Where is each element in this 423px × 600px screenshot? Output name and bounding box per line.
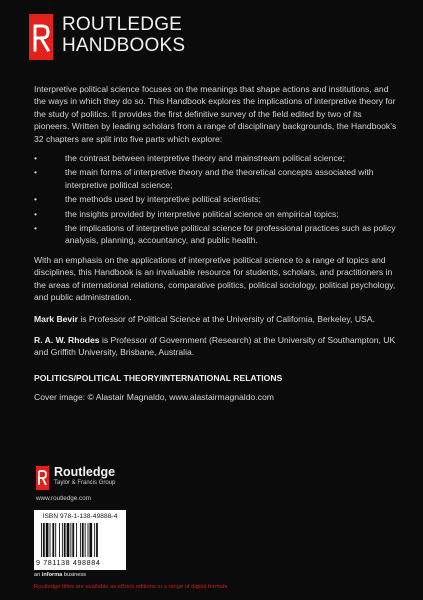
isbn-label: ISBN 978-1-138-49888-4 — [42, 513, 118, 520]
series-title-line1: ROUTLEDGE — [62, 14, 183, 35]
routledge-r-icon — [36, 466, 49, 490]
routledge-r-logo-icon — [29, 14, 53, 60]
barcode-icon — [41, 523, 121, 557]
isbn-barcode — [34, 510, 126, 570]
publisher-website: www.routledge.com — [36, 495, 91, 502]
bullet-icon: • — [34, 194, 38, 205]
back-cover-text — [34, 83, 398, 404]
barcode-digits: 9 781138 498884 — [36, 558, 101, 567]
header — [0, 0, 423, 72]
list-item: • the methods used by interpretive political scientists; — [34, 194, 261, 205]
emphasis-paragraph: With an emphasis on the applications of interpretive political science to a range of topics and disciplines, this Handbook is an invaluable resource for students, scholars, and practitioners in the areas of international relations, comparative politics, political sociology, political psychology, and public administration. — [34, 254, 396, 303]
list-item: • the implications of interpretive political science for professional practices such as policy analysis, planning, accountancy, and public health. — [34, 223, 396, 246]
topics-list — [34, 152, 398, 247]
series-title — [62, 14, 185, 56]
series-title-line2: HANDBOOKS — [62, 35, 186, 56]
subject-category: POLITICS/POLITICAL THEORY/INTERNATIONAL RELATIONS — [34, 372, 283, 383]
ebook-note: Routledge titles are available as eBook editions in a range of digital formats — [34, 584, 228, 590]
publisher-group: Taylor & Francis Group — [54, 480, 116, 486]
list-item: • the contrast between interpretive theory and mainstream political science; — [34, 153, 345, 164]
editor-bio: R. A. W. Rhodes is Professor of Government (Research) at the University of Southampton, UK and Griffith University, Brisbane, Australia. — [34, 334, 396, 358]
bullet-icon: • — [34, 153, 38, 164]
informa-business: an informa business — [34, 572, 86, 578]
intro-paragraph: Interpretive political science focuses on the meanings that shape actions and institutions, and the ways in which they do so. This Handbook explores the implications of interpretive theory for the study of politics. It provides the first definitive survey of the field edited by two of its pioneers. Written by leading scholars from a range of disciplinary backgrounds, the Handbook’s 32 chapters are split into five parts which explore: — [34, 84, 397, 144]
list-item: • the main forms of interpretive theory and the theoretical concepts associated with interpretive political science; — [34, 167, 374, 190]
editor-bio: Mark Bevir is Professor of Political Science at the University of California, Berkeley, USA. — [34, 313, 375, 324]
cover-credit: Cover image: © Alastair Magnaldo, www.alastairmagnaldo.com — [34, 392, 274, 403]
editor-name: Mark Bevir — [34, 313, 78, 324]
publisher-name: Routledge — [54, 465, 116, 479]
editor-name: R. A. W. Rhodes — [34, 334, 100, 345]
bullet-icon: • — [34, 167, 38, 178]
list-item: • the insights provided by interpretive political science on empirical topics; — [34, 208, 339, 219]
bullet-icon: • — [34, 208, 38, 219]
bullet-icon: • — [34, 223, 38, 234]
